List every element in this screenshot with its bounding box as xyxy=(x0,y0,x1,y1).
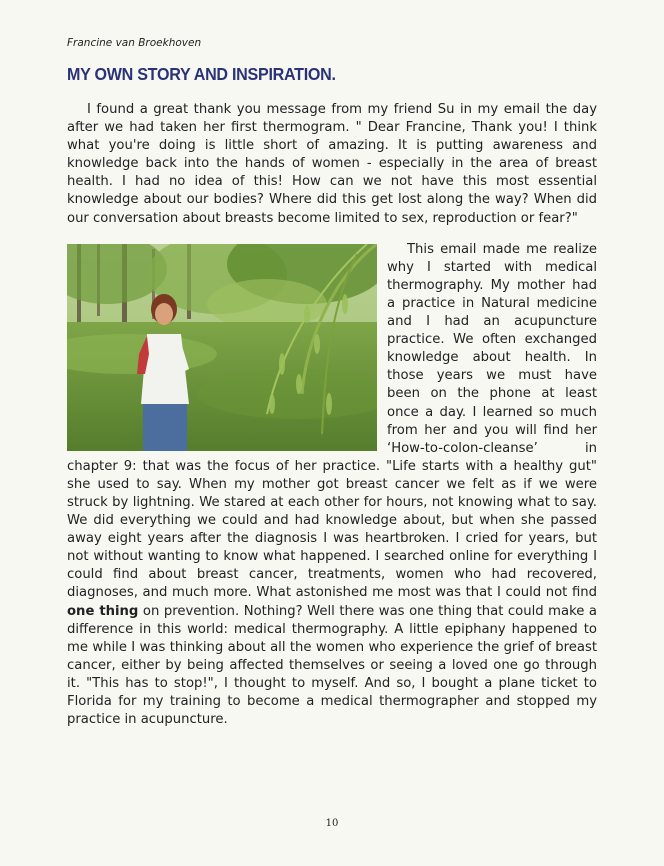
running-header-author: Francine van Broekhoven xyxy=(67,37,202,49)
page-number: 10 xyxy=(325,818,339,829)
photo-woman-in-meadow xyxy=(67,244,377,451)
paragraph-1: I found a great thank you message from my friend Su in my email the day after we had taken her first thermogram. " Dear Francine, Thank you! I think what you're doing is little short of amazing. It is putting awareness and knowledge back into the hands of women - especially in the area of breast health. I had no idea of this! How can we not have this most essential knowledge about our bodies? Where did this get lost along the way? When did our conversation about breasts become limited to sex, reproduction or fear?" xyxy=(67,102,597,226)
emphasis-one-thing: one thing xyxy=(67,603,139,619)
paragraph-2-text-a: This email made me realize why I started with medical thermography. My mother had a practice in Natural medicine and I had an acupuncture practice. We often exchanged knowledge about health. In those years we must have been on the phone at least once a day. I learned so much from her and you will find her ‘How-to-colon-cleanse’ in chapter 9: that was the focus of her practice. "Life starts with a healthy gut" she used to say. When my mother got breast cancer we felt as if we were struck by lightning. We stared at each other for hours, not knowing what to say. We did everything we could and had knowledge about, but when she passed away eight years after the diagnosis I was heartbroken. I cried for years, but not without wanting to know what happened. I searched online for everything I could find about breast cancer, treatments, women who had recovered, diagnoses, and much more. What astonished me most was that I could not find xyxy=(67,241,597,601)
paragraph-2-text-b: on prevention. Nothing? Well there was one thing that could make a difference in this world: medical thermography. A little epiphany happened to me while I was thinking about all the women who experience the grief of breast cancer, either by being affected themselves or seeing a loved one go through it. "This has to stop!", I thought to myself. And so, I bought a plane ticket to Florida for my training to become a medical thermographer and stopped my practice in acupuncture. xyxy=(67,603,597,728)
body-text xyxy=(67,101,597,729)
section-title: MY OWN STORY AND INSPIRATION. xyxy=(67,64,336,84)
paragraph-2 xyxy=(67,241,597,730)
meadow-photo-illustration xyxy=(67,244,377,451)
